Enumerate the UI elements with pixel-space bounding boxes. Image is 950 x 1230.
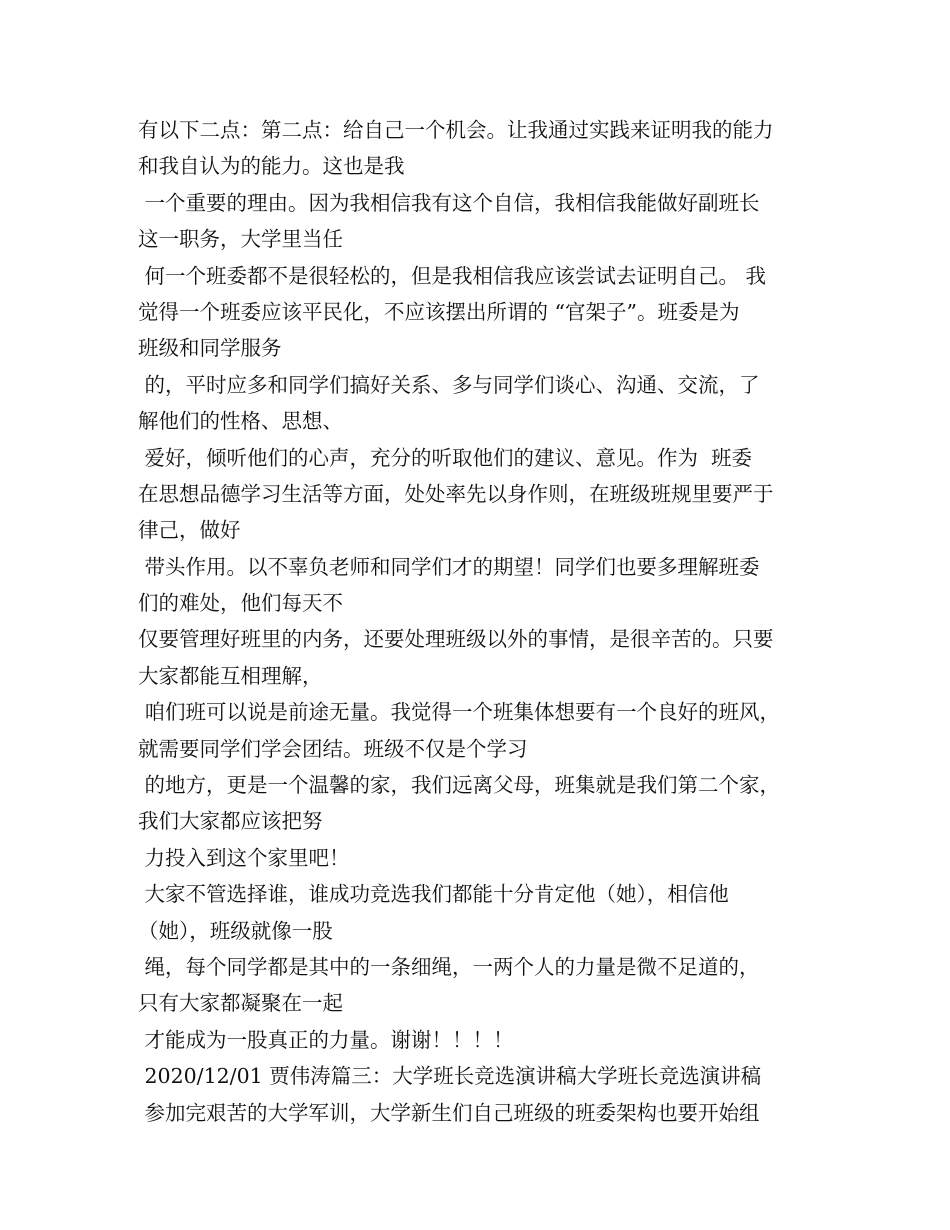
text-line: 有以下二点：第二点：给自己一个机会。让我通过实践来证明我的能力 bbox=[138, 118, 774, 142]
text-line: 觉得一个班委应该平民化，不应该摆出所谓的 “官架子”。班委是为 bbox=[138, 299, 740, 324]
text-line: 在思想品德学习生活等方面，处处率先以身作则，在班级班规里要严于 bbox=[138, 481, 774, 506]
text-line: 仅要管理好班里的内务，还要处理班级以外的事情，是很辛苦的。只要 bbox=[138, 627, 774, 652]
text-line: 2020/12/01 贾伟涛篇三：大学班长竞选演讲稿大学班长竞选演讲稿 bbox=[138, 1064, 762, 1089]
text-line: 大家都能互相理解， bbox=[138, 663, 323, 688]
text-line: 解他们的性格、思想、 bbox=[138, 409, 343, 434]
text-line: 只有大家都凝聚在一起 bbox=[138, 991, 343, 1016]
text-line: （她），班级就像一股 bbox=[138, 918, 333, 943]
text-line: 绳，每个同学都是其中的一条细绳，一两个人的力量是微不足道的， bbox=[138, 954, 760, 979]
text-line: 就需要同学们学会团结。班级不仅是个学习 bbox=[138, 736, 528, 761]
text-line: 的地方，更是一个温馨的家，我们远离父母，班集就是我们第二个家， bbox=[138, 773, 781, 798]
text-line: 何一个班委都不是很轻松的，但是我相信我应该尝试去证明自己。 我 bbox=[138, 263, 767, 288]
text-line: 咱们班可以说是前途无量。我觉得一个班集体想要有一个良好的班风， bbox=[138, 700, 781, 725]
text-line: 的，平时应多和同学们搞好关系、多与同学们谈心、沟通、交流，了 bbox=[138, 372, 760, 397]
text-line: 们的难处，他们每天不 bbox=[138, 591, 343, 616]
text-line: 带头作用。以不辜负老师和同学们才的期望！同学们也要多理解班委 bbox=[138, 554, 760, 579]
text-line: 一个重要的理由。因为我相信我有这个自信，我相信我能做好副班长 bbox=[138, 190, 760, 215]
speech-text-block bbox=[138, 112, 828, 1131]
text-line: 律己，做好 bbox=[138, 518, 241, 543]
text-line: 才能成为一股真正的力量。谢谢！！！！ bbox=[138, 1027, 514, 1052]
text-line: 大家不管选择谁，谁成功竞选我们都能十分肯定他（她），相信他 bbox=[138, 882, 729, 907]
text-line: 班级和同学服务 bbox=[138, 336, 282, 361]
text-line: 参加完艰苦的大学军训，大学新生们自己班级的班委架构也要开始组 bbox=[138, 1100, 760, 1125]
text-line: 这一职务，大学里当任 bbox=[138, 227, 343, 252]
text-line: 爱好，倾听他们的心声，充分的听取他们的建议、意见。作为 班委 bbox=[138, 445, 753, 470]
text-line: 和我自认为的能力。这也是我 bbox=[138, 154, 405, 179]
text-line: 力投入到这个家里吧！ bbox=[138, 845, 350, 870]
text-line: 我们大家都应该把努 bbox=[138, 809, 323, 834]
